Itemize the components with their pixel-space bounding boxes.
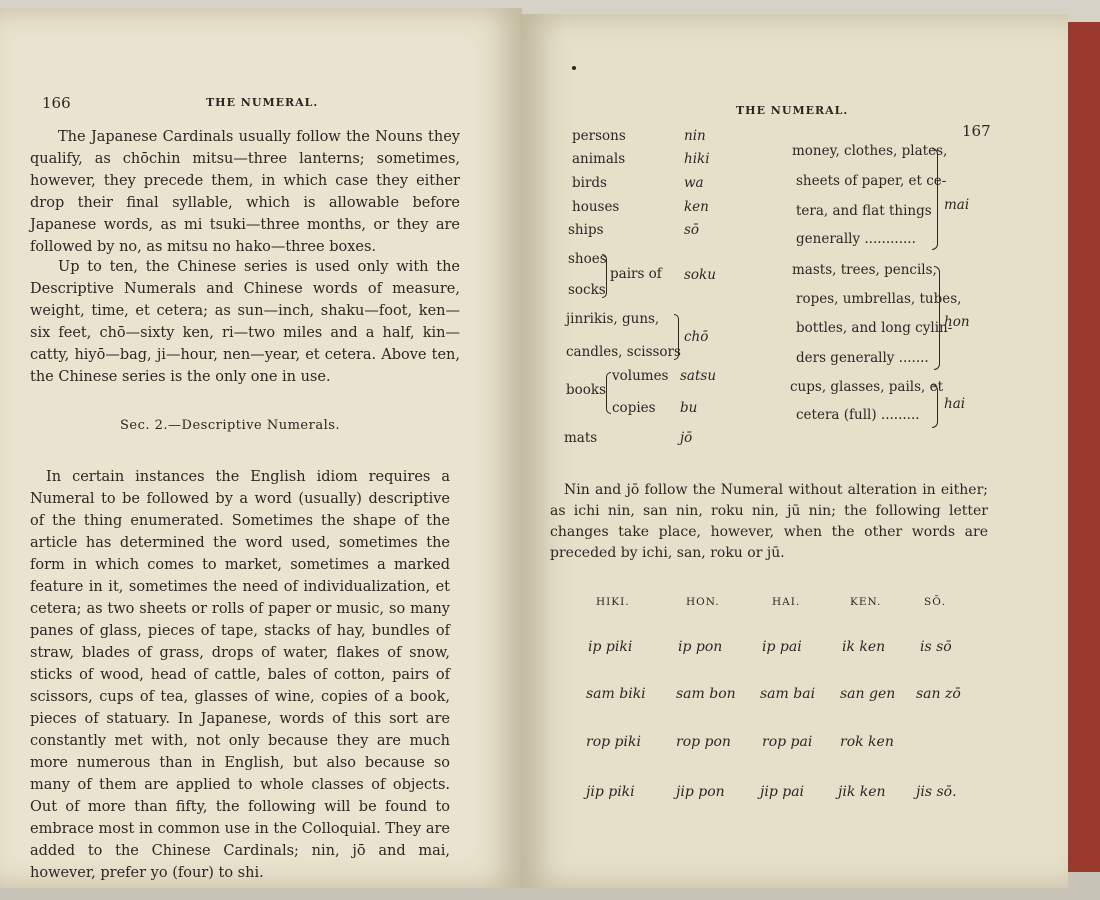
brace	[602, 254, 607, 298]
table-cell: rop piki	[586, 734, 641, 750]
paragraph: The Japanese Cardinals usually follow the Nouns they qualify, as chōchin mitsu—three lanterns; sometimes, however, they precede them, in which case they either drop their final syllable, which is allowable before Japanese words, as mi tsuki—three months, or they are followed by no, as mitsu no hako—three boxes.	[30, 129, 460, 255]
running-head: THE NUMERAL.	[736, 104, 849, 117]
list-item: persons	[572, 128, 626, 144]
list-item: jinrikis, guns,	[566, 311, 660, 327]
group-line: cups, glasses, pails, et	[790, 379, 944, 395]
table-header: HON.	[686, 596, 720, 608]
paragraph: Nin and jō follow the Numeral without alteration in either; as ichi nin, san nin, roku nin, jū nin; the following letter changes take place, however, when the other words are preceded by ichi, san, roku or jū.	[550, 482, 988, 561]
list-item-jp: jō	[680, 430, 693, 446]
group-jp: mai	[944, 197, 970, 213]
table-cell: sam bai	[760, 686, 816, 702]
list-item: books	[566, 382, 607, 398]
list-item: ships	[568, 222, 604, 238]
brace	[674, 314, 679, 360]
list-item: mats	[564, 430, 598, 446]
table-cell: jis sō.	[916, 784, 957, 800]
brace	[932, 384, 938, 428]
brace	[606, 372, 611, 414]
table-cell: rok ken	[840, 734, 894, 750]
table-cell: jip pon	[676, 784, 725, 800]
group-line: masts, trees, pencils,	[792, 262, 937, 278]
list-item: volumes	[612, 368, 669, 384]
table-cell: sam biki	[586, 686, 646, 702]
list-item-jp: wa	[684, 175, 704, 191]
group-line: cetera (full) .........	[796, 407, 920, 423]
list-item-jp: ken	[684, 199, 709, 215]
table-header: SŌ.	[924, 596, 947, 608]
page-number: 166	[42, 94, 71, 112]
table-cell: san gen	[840, 686, 896, 702]
table-header: KEN.	[850, 596, 882, 608]
table-header: HAI.	[772, 596, 801, 608]
table-cell: ip pon	[678, 639, 723, 655]
table-cell: jik ken	[838, 784, 886, 800]
table-cell: sam bon	[676, 686, 736, 702]
list-item-jp: satsu	[680, 368, 717, 384]
table-cell: ip pai	[762, 639, 802, 655]
list-item: candles, scissors	[566, 344, 681, 360]
list-item-jp: bu	[680, 400, 698, 416]
list-item-jp: nin	[684, 128, 706, 144]
table-cell: rop pai	[762, 734, 813, 750]
paragraph: In certain instances the English idiom requires a Numeral to be followed by a word (usually) descriptive of the thing enumerated. Sometimes the shape of the article has determined the word used, sometimes the form in which comes to market, sometimes a marked feature in it, sometimes the need of individualization, et cetera; as two sheets or rolls of paper or music, so many panes of glass, pieces of tape, stacks of hay, bundles of straw, blades of grass, drops of water, flakes of snow, sticks of wood, head of cattle, bales of cotton, pairs of scissors, cups of tea, glasses of wine, copies of a book, pieces of statuary. In Japanese, words of this sort are constantly met with, not only because they are much more numerous than in English, but also because so many of them are applied to whole classes of objects. Out of more than fifty, the following will be found to embrace most in common use in the Colloquial. They are added to the Chinese Cardinals; nin, jō and mai, however, prefer yo (four) to shi.	[30, 469, 450, 881]
group-line: bottles, and long cylin-	[796, 320, 953, 336]
table-cell: jip pai	[760, 784, 805, 800]
group-line: money, clothes, plates,	[792, 143, 948, 159]
brace	[932, 148, 938, 250]
right-page	[520, 14, 1068, 888]
list-item: animals	[572, 151, 626, 167]
list-item: houses	[572, 199, 620, 215]
group-line: ropes, umbrellas, tubes,	[796, 291, 962, 307]
list-item: pairs of	[610, 266, 662, 282]
group-line: tera, and flat things	[796, 203, 932, 219]
list-item-jp: hiki	[684, 151, 710, 167]
table-cell: ik ken	[842, 639, 886, 655]
group-jp: hon	[944, 314, 970, 330]
list-item: birds	[572, 175, 607, 191]
brace	[934, 266, 940, 370]
list-item: shoes	[568, 251, 607, 267]
list-item-jp: sō	[684, 222, 700, 238]
group-jp: hai	[944, 396, 966, 412]
table-cell: is sō	[920, 639, 952, 655]
table-cell: rop pon	[676, 734, 731, 750]
page-number: 167	[962, 122, 991, 140]
table-cell: ip piki	[588, 639, 633, 655]
list-item: socks	[568, 282, 606, 298]
section-heading: Sec. 2.—Descriptive Numerals.	[120, 418, 341, 433]
list-item-jp: chō	[684, 329, 709, 345]
group-line: sheets of paper, et ce-	[796, 173, 947, 189]
table-cell: jip piki	[586, 784, 635, 800]
list-item-jp: soku	[684, 267, 716, 283]
running-head: THE NUMERAL.	[206, 96, 319, 109]
paragraph: Up to ten, the Chinese series is used only with the Descriptive Numerals and Chinese words of measure, weight, time, et cetera; as sun—inch, shaku—foot, ken—six feet, chō—sixty ken, ri—two miles and a half, kin—catty, hiyō—bag, ji—hour, nen—year, et cetera. Above ten, the Chinese series is the only one in use.	[30, 259, 460, 385]
list-item: copies	[612, 400, 656, 416]
group-line: ders generally .......	[796, 350, 929, 366]
table-cell: san zō	[916, 686, 961, 702]
ink-mark	[572, 66, 576, 70]
group-line: generally ............	[796, 231, 916, 247]
table-header: HIKI.	[596, 596, 630, 608]
left-page	[0, 8, 522, 888]
